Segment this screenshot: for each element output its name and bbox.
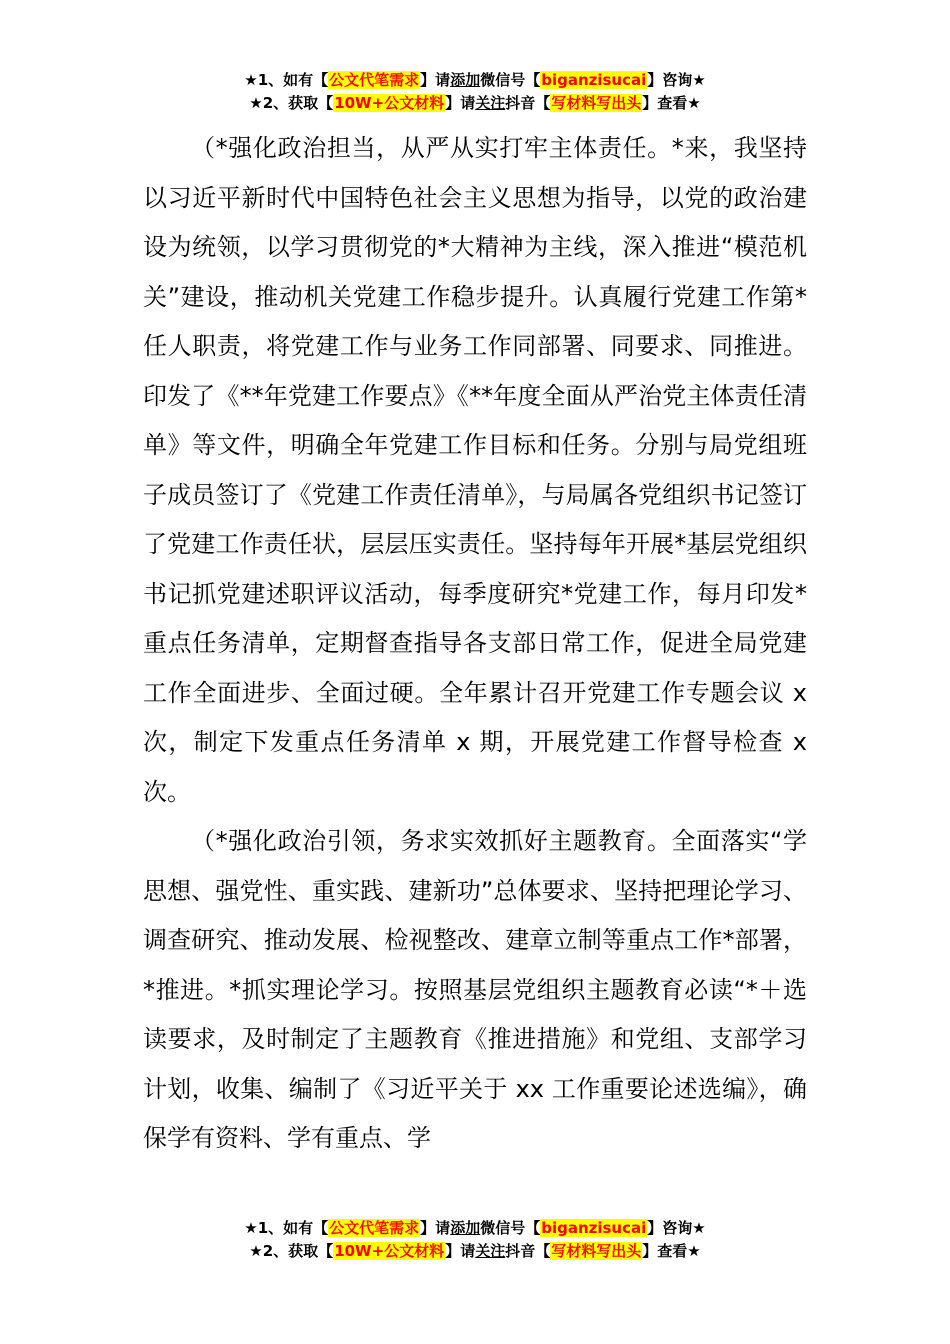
promo-line-2: [0, 1240, 950, 1263]
promo-text: 】查看★: [642, 1242, 701, 1260]
promo-text: ★1、如有【: [244, 71, 329, 89]
promo-text: ★2、获取【: [249, 94, 334, 112]
promo-line-1: [0, 1217, 950, 1240]
promo-highlight: 10W+公文材料: [334, 1242, 445, 1260]
promo-banner-bottom: [0, 1217, 950, 1263]
promo-highlight: 10W+公文材料: [334, 94, 445, 112]
promo-underlined-text: 关注: [475, 1242, 506, 1260]
promo-underlined-text: 关注: [475, 94, 506, 112]
promo-highlight: 公文代笔需求: [329, 1219, 420, 1237]
body-paragraph: （*强化政治担当，从严从实打牢主体责任。*来，我坚持以习近平新时代中国特色社会主义思想为指导，以党的政治建设为统领，以学习贯彻党的*大精神为主线，深入推进“模范机关”建设，推动机关党建工作稳步提升。认真履行党建工作第*任人职责，将党建工作与业务工作同部署、同要求、同推进。印发了《**年党建工作要点》《**年度全面从严治党主体责任清单》等文件，明确全年党建工作目标和任务。分别与局党组班子成员签订了《党建工作责任清单》，与局属各党组织书记签订了党建工作责任状，层层压实责任。坚持每年开展*基层党组织书记抓党建述职评议活动，每季度研究*党建工作，每月印发*重点任务清单，定期督查指导各支部日常工作，促进全局党建工作全面进步、全面过硬。全年累计召开党建工作专题会议 x 次，制定下发重点任务清单 x 期，开展党建工作督导检查 x 次。: [143, 134, 807, 806]
promo-text: 抖音【: [505, 1242, 551, 1260]
promo-highlight: 公文代笔需求: [329, 71, 420, 89]
promo-highlight: 写材料写出头: [551, 94, 642, 112]
promo-text: 】咨询★: [647, 1219, 706, 1237]
promo-text: 】请: [420, 71, 451, 89]
promo-text: 抖音【: [505, 94, 551, 112]
body-paragraph: （*强化政治引领，务求实效抓好主题教育。全面落实“学思想、强党性、重实践、建新功”总体要求、坚持把理论学习、调查研究、推动发展、检视整改、建章立制等重点工作*部署，*推进。*抓实理论学习。按照基层党组织主题教育必读“*＋选读要求，及时制定了主题教育《推进措施》和党组、支部学习计划，收集、编制了《习近平关于 xx 工作重要论述选编》，确保学有资料、学有重点、学: [143, 827, 807, 1152]
promo-text: ★2、获取【: [249, 1242, 334, 1260]
promo-underlined-text: 添加: [450, 1219, 481, 1237]
promo-underlined-text: 添加: [450, 71, 481, 89]
document-body: [143, 124, 807, 1164]
promo-text: 微信号【: [480, 1219, 541, 1237]
promo-text: ★1、如有【: [244, 1219, 329, 1237]
promo-line-2: [0, 92, 950, 115]
promo-text: 微信号【: [480, 71, 541, 89]
promo-text: 】请: [420, 1219, 451, 1237]
promo-line-1: [0, 69, 950, 92]
promo-highlight: biganzisucai: [541, 71, 647, 89]
promo-text: 】查看★: [642, 94, 701, 112]
promo-highlight: 写材料写出头: [551, 1242, 642, 1260]
promo-banner-top: [0, 69, 950, 115]
promo-text: 】咨询★: [647, 71, 706, 89]
promo-highlight: biganzisucai: [541, 1219, 647, 1237]
promo-text: 】请: [445, 1242, 476, 1260]
promo-text: 】请: [445, 94, 476, 112]
